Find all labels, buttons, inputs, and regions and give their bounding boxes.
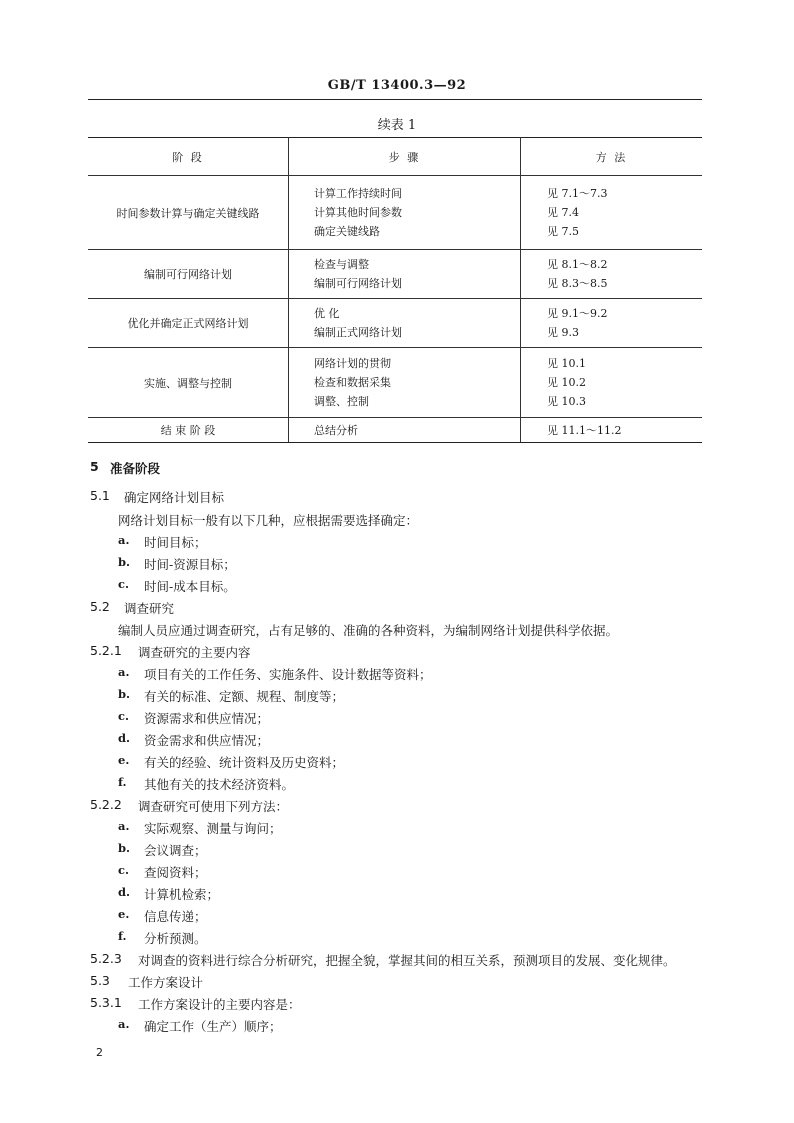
list-label: b. xyxy=(118,555,131,569)
clause-title: 确定网络计划目标 xyxy=(124,490,225,505)
step-item: 优 化 xyxy=(314,307,340,320)
step-item: 网络计划的贯彻 xyxy=(314,357,391,370)
list-label: a. xyxy=(118,533,130,547)
list-item: 资源需求和供应情况； xyxy=(144,711,270,726)
table-header-row xyxy=(88,138,702,176)
table-row xyxy=(88,250,702,299)
page-header: GB/T 13400.3—92 xyxy=(327,78,467,93)
steps-cell xyxy=(289,418,521,443)
list-label: e. xyxy=(118,753,130,767)
list-label: e. xyxy=(118,907,130,921)
method-item: 见 9.1～9.2 xyxy=(547,307,608,320)
clause-title: 调查研究的主要内容 xyxy=(138,645,251,660)
list-label: b. xyxy=(118,687,131,701)
step-item: 编制正式网络计划 xyxy=(314,326,402,339)
steps-cell xyxy=(289,299,521,348)
method-item: 见 9.3 xyxy=(547,326,579,339)
table-row xyxy=(88,299,702,348)
steps-cell xyxy=(289,348,521,418)
column-header-stage: 阶 段 xyxy=(88,138,289,176)
paragraph: 网络计划目标一般有以下几种，应根据需要选择确定： xyxy=(118,513,419,528)
list-label: f. xyxy=(118,929,127,943)
step-item: 编制可行网络计划 xyxy=(314,277,402,290)
clause-number: 5.3.1 xyxy=(90,995,122,1010)
list-item: 时间-成本目标。 xyxy=(144,579,236,594)
step-item: 检查和数据采集 xyxy=(314,376,391,389)
method-item: 见 8.3～8.5 xyxy=(547,277,608,290)
list-item: 计算机检索； xyxy=(144,887,220,902)
table-row xyxy=(88,348,702,418)
method-item: 见 10.2 xyxy=(547,376,586,389)
steps-cell xyxy=(289,176,521,250)
column-header-method: 方 法 xyxy=(521,138,703,176)
method-item: 见 10.1 xyxy=(547,357,586,370)
step-item: 总结分析 xyxy=(314,423,358,437)
step-item: 计算工作持续时间 xyxy=(314,187,402,200)
method-cell xyxy=(521,299,703,348)
steps-cell xyxy=(289,250,521,299)
table-row xyxy=(88,176,702,250)
list-label: f. xyxy=(118,775,127,789)
list-label: b. xyxy=(118,841,131,855)
list-item: 查阅资料； xyxy=(144,865,207,880)
method-cell xyxy=(521,418,703,443)
list-label: a. xyxy=(118,819,130,833)
step-item: 计算其他时间参数 xyxy=(314,206,402,219)
list-item: 信息传递； xyxy=(144,909,207,924)
list-item: 项目有关的工作任务、实施条件、设计数据等资料； xyxy=(144,667,432,682)
stage-cell: 结 束 阶 段 xyxy=(88,418,289,443)
method-item: 见 8.1～8.2 xyxy=(547,258,608,271)
clause-number: 5.2.3 xyxy=(90,951,122,966)
method-item: 见 10.3 xyxy=(547,395,586,408)
stage-cell: 时间参数计算与确定关键线路 xyxy=(88,176,289,250)
stage-table xyxy=(88,137,702,443)
list-item: 其他有关的技术经济资料。 xyxy=(144,777,295,792)
method-item: 见 7.5 xyxy=(547,225,579,238)
section-number: 5 xyxy=(90,459,99,474)
list-label: d. xyxy=(118,885,131,899)
list-item: 有关的经验、统计资料及历史资料； xyxy=(144,755,345,770)
clause-number: 5.3 xyxy=(90,973,110,988)
list-item: 资金需求和供应情况； xyxy=(144,733,270,748)
clause-title: 调查研究可使用下列方法： xyxy=(138,799,289,814)
method-item: 见 7.1～7.3 xyxy=(547,187,608,200)
stage-cell: 优化并确定正式网络计划 xyxy=(88,299,289,348)
list-label: c. xyxy=(118,577,130,591)
list-item: 时间-资源目标； xyxy=(144,557,236,572)
step-item: 调整、控制 xyxy=(314,395,369,408)
method-item: 见 7.4 xyxy=(547,206,579,219)
method-item: 见 11.1～11.2 xyxy=(547,423,622,437)
stage-cell: 编制可行网络计划 xyxy=(88,250,289,299)
list-item: 会议调查； xyxy=(144,843,207,858)
clause-title: 工作方案设计的主要内容是： xyxy=(138,997,301,1012)
list-item: 时间目标； xyxy=(144,535,207,550)
step-item: 确定关键线路 xyxy=(314,225,380,238)
list-item: 分析预测。 xyxy=(144,931,207,946)
step-item: 检查与调整 xyxy=(314,258,369,271)
page-number: 2 xyxy=(96,1046,103,1059)
method-cell xyxy=(521,348,703,418)
stage-cell: 实施、调整与控制 xyxy=(88,348,289,418)
clause-number: 5.1 xyxy=(90,488,110,503)
header-rule xyxy=(88,99,702,100)
list-label: a. xyxy=(118,665,130,679)
list-item: 有关的标准、定额、规程、制度等； xyxy=(144,689,345,704)
table-row xyxy=(88,418,702,443)
list-item: 实际观察、测量与询问； xyxy=(144,821,282,836)
table-caption: 续表 1 xyxy=(377,118,417,133)
list-label: c. xyxy=(118,863,130,877)
column-header-steps: 步 骤 xyxy=(289,138,521,176)
list-label: c. xyxy=(118,709,130,723)
clause-number: 5.2 xyxy=(90,599,110,614)
clause-number: 5.2.2 xyxy=(90,797,122,812)
list-label: a. xyxy=(118,1017,130,1031)
section-title: 准备阶段 xyxy=(110,461,161,476)
method-cell xyxy=(521,250,703,299)
list-label: d. xyxy=(118,731,131,745)
clause-title: 工作方案设计 xyxy=(128,975,204,990)
paragraph: 编制人员应通过调查研究，占有足够的、准确的各种资料，为编制网络计划提供科学依据。 xyxy=(118,623,619,638)
list-item: 确定工作（生产）顺序； xyxy=(144,1019,282,1034)
clause-title: 调查研究 xyxy=(124,601,175,616)
method-cell xyxy=(521,176,703,250)
clause-number: 5.2.1 xyxy=(90,643,122,658)
paragraph: 对调查的资料进行综合分析研究，把握全貌，掌握其间的相互关系，预测项目的发展、变化规律。 xyxy=(138,953,676,968)
